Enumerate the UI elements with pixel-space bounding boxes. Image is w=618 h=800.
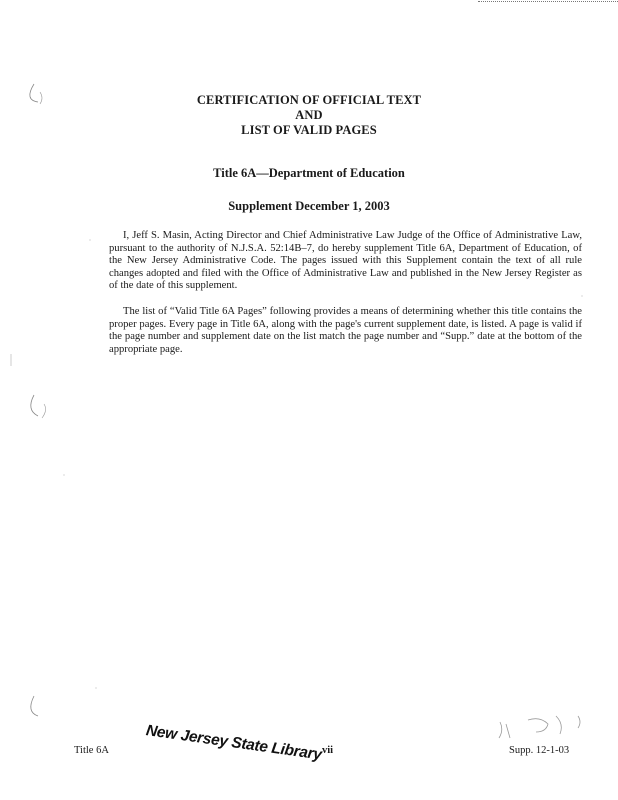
footer-title: Title 6A — [74, 745, 109, 756]
library-stamp: New Jersey State Library — [144, 722, 323, 764]
footer-supplement-date: Supp. 12-1-03 — [509, 745, 570, 756]
certification-heading-line3: LIST OF VALID PAGES — [241, 123, 377, 137]
supplement-date-heading: Supplement December 1, 2003 — [228, 199, 390, 213]
handwritten-marks — [499, 716, 580, 738]
certification-heading-line2: AND — [295, 108, 323, 122]
footer-page-number: vii — [322, 745, 334, 756]
certification-heading — [0, 93, 618, 138]
valid-pages-paragraph: The list of “Valid Title 6A Pages” following provides a means of determining whether this title contains the proper pages. Every page in Title 6A, along with the page's current supplement date, is listed. A page is valid if the page number and supplement date on the list match the page number and “Supp.” date at the bottom of the appropriate page. — [109, 306, 582, 355]
top-edge-rule — [478, 1, 618, 2]
title-heading: Title 6A—Department of Education — [213, 166, 405, 180]
certification-paragraph: I, Jeff S. Masin, Acting Director and Chief Administrative Law Judge of the Office of Administrative Law, pursuant to the authority of N.J.S.A. 52:14B–7, do hereby supplement Title 6A, Department of Education, of the New Jersey Administrative Code. The pages issued with this Supplement contain the text of all rule changes adopted and filed with the Office of Administrative Law and published in the New Jersey Register as of the date of this supplement. — [109, 230, 582, 292]
certification-heading-line1: CERTIFICATION OF OFFICIAL TEXT — [196, 93, 422, 107]
punch-hole-mark-bottom — [31, 696, 38, 716]
punch-hole-mark-middle — [31, 395, 38, 416]
